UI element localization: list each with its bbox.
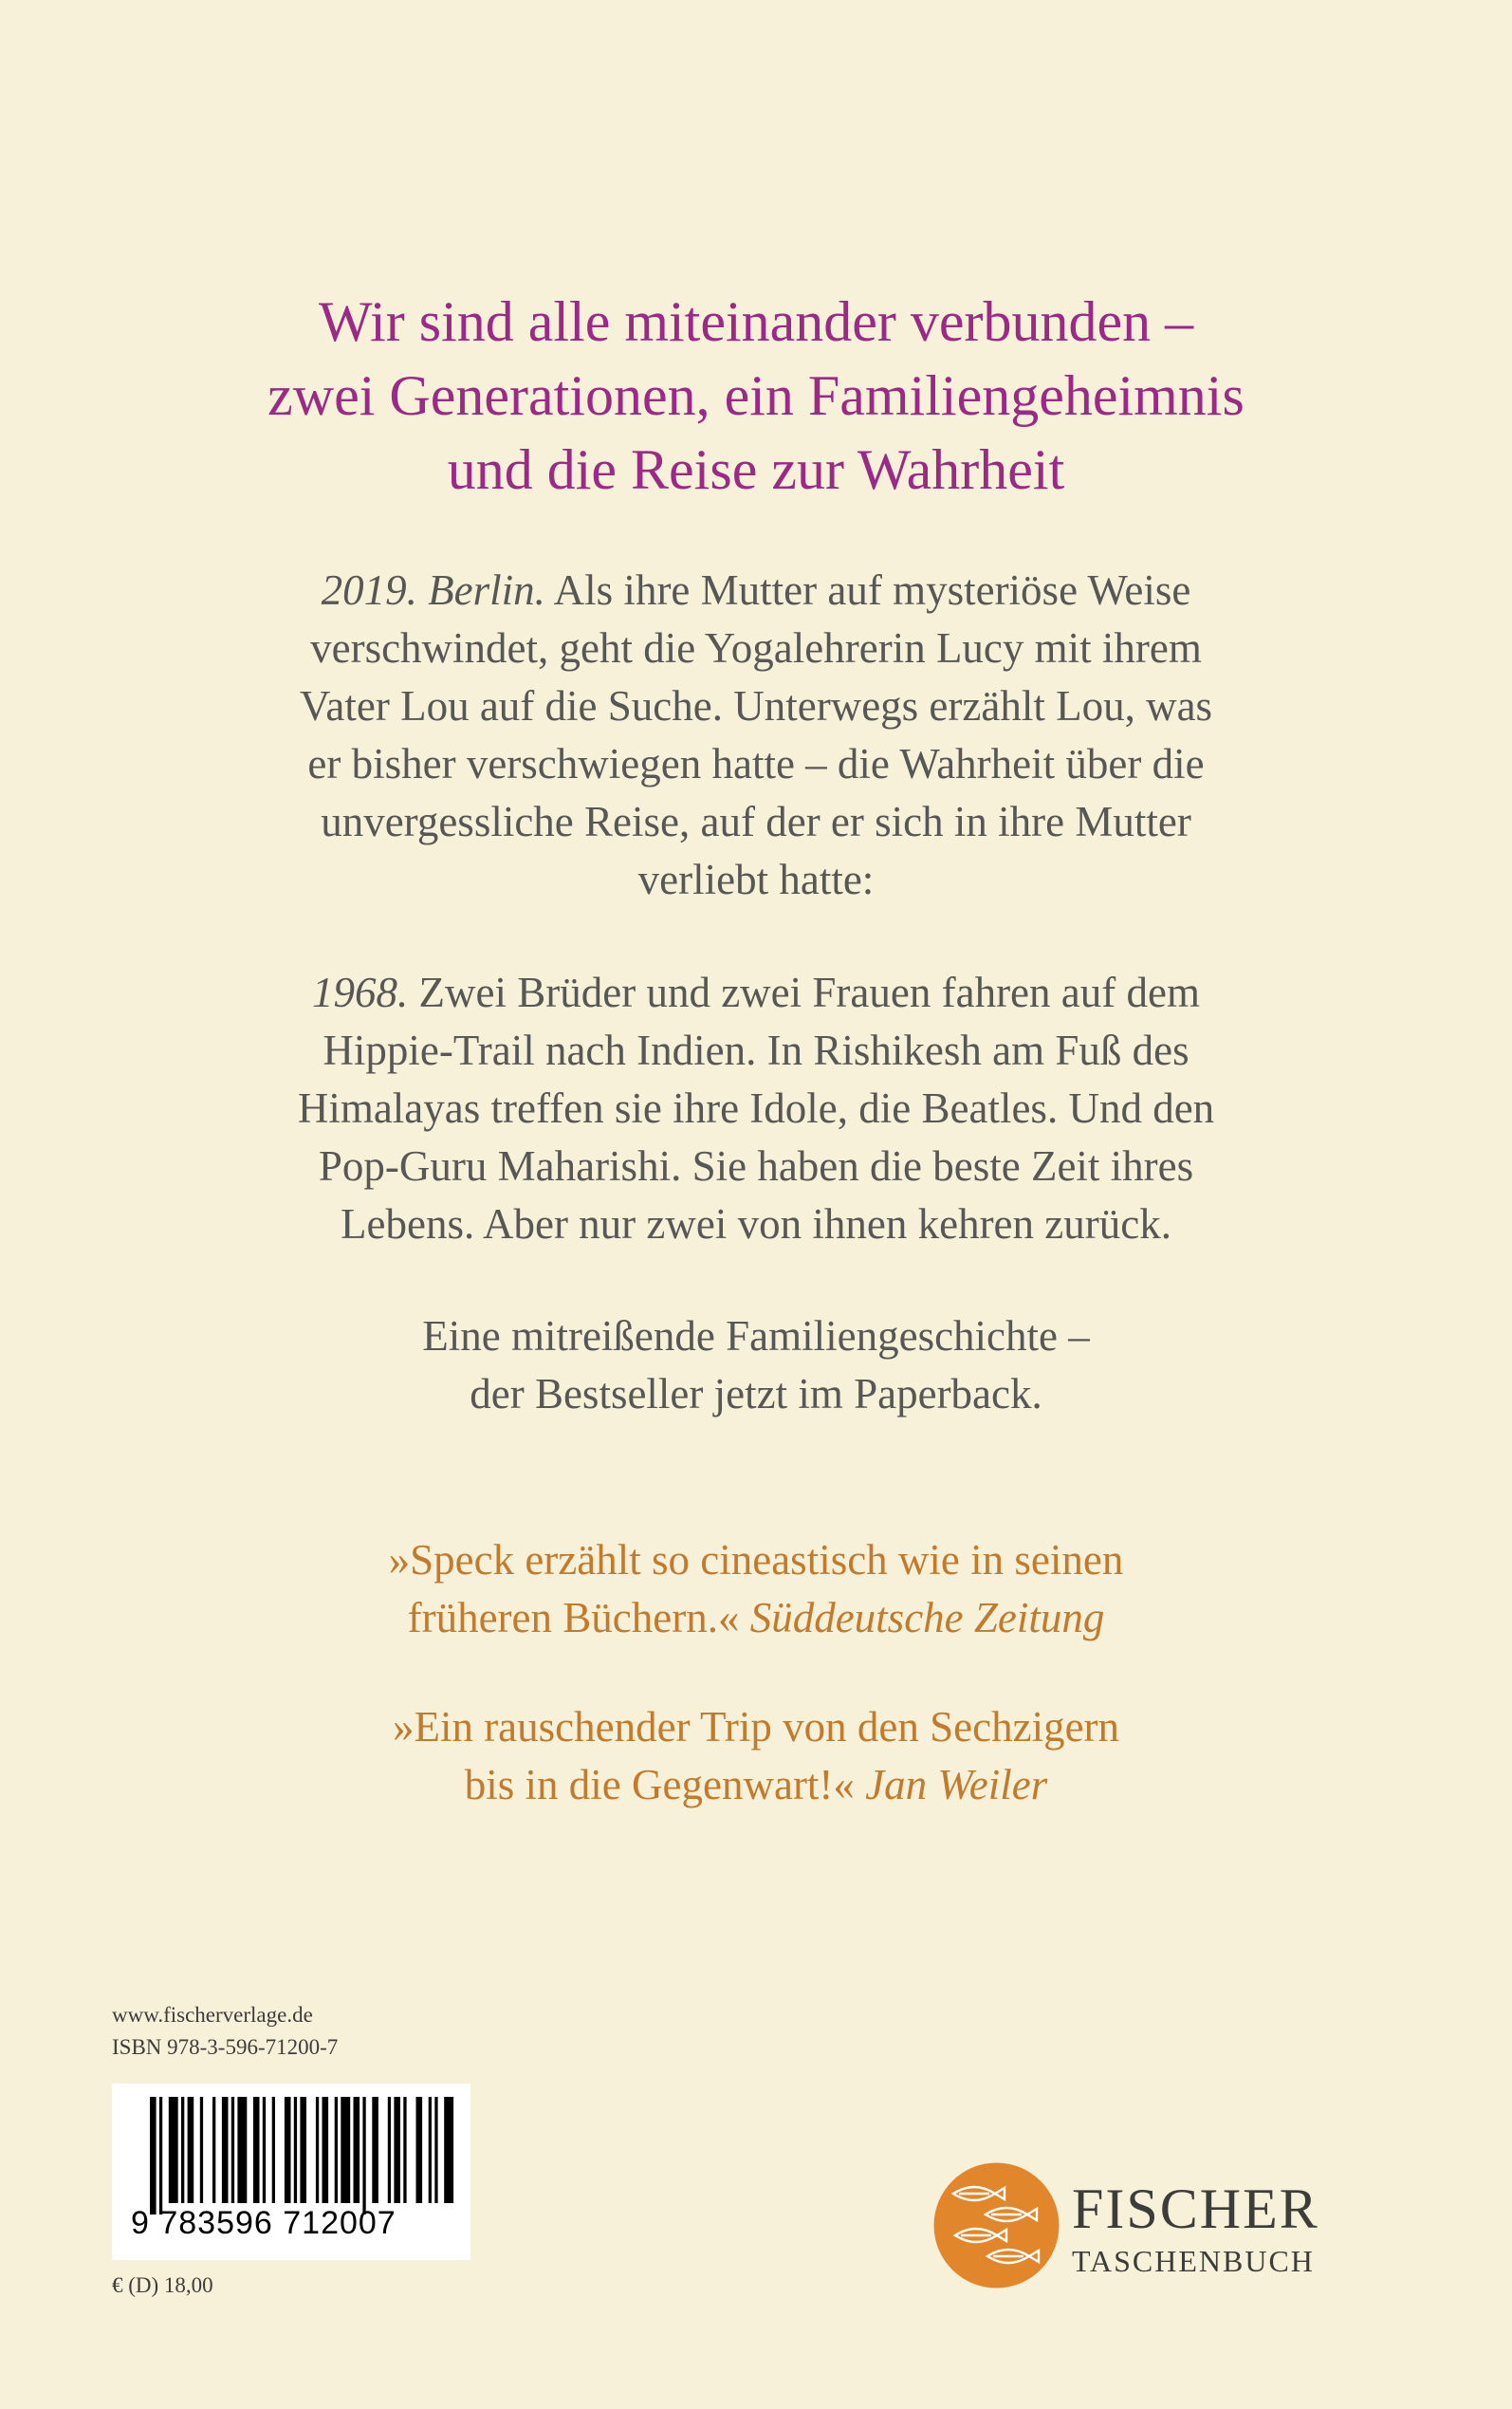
blurb-lead: 1968. <box>312 969 409 1016</box>
barcode-bar <box>403 2097 406 2203</box>
quote-line: »Speck erzählt so cineastisch wie in seinen <box>388 1536 1124 1584</box>
barcode-bar <box>188 2097 194 2203</box>
blurb-line-text: Zwei Brüder und zwei Frauen fahren auf dem <box>408 969 1200 1016</box>
barcode-bar <box>323 2097 329 2203</box>
blurb-tagline <box>0 1307 1512 1423</box>
barcode-bar <box>429 2097 432 2203</box>
barcode-bar <box>231 2097 234 2203</box>
blurb-line: Hippie-Trail nach Indien. In Rishikesh am Fuß des <box>323 1027 1189 1074</box>
barcode-bar <box>200 2097 203 2203</box>
barcode-bar <box>300 2097 306 2203</box>
price-text: € (D) 18,00 <box>112 2273 213 2297</box>
barcode-bar <box>416 2097 423 2203</box>
barcode-bar <box>150 2097 157 2214</box>
review-quote-sueddeutsche <box>0 1531 1512 1647</box>
quote-line-text: früheren Büchern.« <box>407 1594 750 1641</box>
barcode-bar <box>372 2097 378 2203</box>
barcode-bar <box>335 2097 338 2203</box>
headline <box>0 285 1512 507</box>
barcode-bar <box>212 2097 215 2203</box>
blurb-line: Lebens. Aber nur zwei von ihnen kehren zurück. <box>341 1200 1171 1248</box>
blurb-line: verschwindet, geht die Yogalehrerin Lucy mit ihrem <box>310 624 1202 672</box>
barcode-digits: 9 783596 712007 <box>131 2205 396 2241</box>
blurb-line: er bisher verschwiegen hatte – die Wahrheit über die <box>307 740 1205 788</box>
fischer-fish-logo-icon <box>932 2161 1060 2289</box>
headline-line: und die Reise zur Wahrheit <box>447 438 1065 501</box>
headline-line: zwei Generationen, ein Familiengeheimnis <box>267 364 1245 427</box>
barcode-bar <box>316 2097 319 2203</box>
barcode-bar <box>294 2097 297 2203</box>
barcode-bar <box>444 2097 453 2203</box>
publisher-imprint: TASCHENBUCH <box>1072 2244 1315 2278</box>
blurb-lead: 2019. Berlin. <box>321 566 545 614</box>
quote-line: »Ein rauschender Trip von den Sechzigern <box>392 1703 1120 1751</box>
quote-source: Jan Weiler <box>865 1761 1048 1808</box>
barcode-bar <box>354 2097 360 2203</box>
publisher-website: www.fischerverlage.de <box>112 2003 313 2027</box>
barcode-bar <box>341 2097 350 2203</box>
blurb-line: unvergessliche Reise, auf der er sich in ihre Mutter <box>321 798 1191 845</box>
review-quote-weiler <box>0 1698 1512 1814</box>
barcode-bar <box>169 2097 178 2203</box>
barcode-bar <box>253 2097 260 2203</box>
barcode-bar <box>159 2097 162 2214</box>
blurb-line: verliebt hatte: <box>637 856 875 903</box>
quote-line <box>0 1756 1512 1814</box>
barcode-bar <box>237 2097 247 2203</box>
publisher-name: FISCHER <box>1072 2177 1319 2240</box>
barcode-bar <box>181 2097 184 2203</box>
blurb-line: Eine mitreißende Familiengeschichte – <box>422 1312 1090 1360</box>
blurb-line-text: Als ihre Mutter auf mysteriöse Weise <box>544 566 1191 614</box>
quote-line-text: bis in die Gegenwart!« <box>464 1761 866 1808</box>
headline-line: Wir sind alle miteinander verbunden – <box>318 290 1194 353</box>
blurb-line <box>0 964 1512 1022</box>
barcode-bar <box>394 2097 400 2203</box>
blurb-paragraph-2019 <box>0 562 1512 909</box>
barcode-bar <box>272 2097 275 2203</box>
blurb-line: der Bestseller jetzt im Paperback. <box>470 1370 1042 1418</box>
barcode-bar <box>222 2097 229 2203</box>
barcode-bar <box>388 2097 391 2203</box>
blurb-line <box>0 562 1512 620</box>
blurb-line: Pop-Guru Maharishi. Sie haben die beste Zeit ihres <box>318 1142 1194 1190</box>
isbn-text: ISBN 978-3-596-71200-7 <box>112 2035 339 2059</box>
blurb-line: Himalayas treffen sie ihre Idole, die Beatles. Und den <box>297 1084 1215 1132</box>
barcode-bar <box>263 2097 266 2203</box>
blurb-line: Vater Lou auf die Suche. Unterwegs erzählt Lou, was <box>299 682 1213 730</box>
blurb-paragraph-1968 <box>0 964 1512 1253</box>
quote-line <box>0 1589 1512 1647</box>
barcode-bar <box>285 2097 291 2203</box>
barcode-bar <box>434 2097 437 2203</box>
quote-source: Süddeutsche Zeitung <box>749 1594 1105 1641</box>
barcode <box>112 2084 470 2260</box>
barcode-bar <box>362 2097 365 2214</box>
